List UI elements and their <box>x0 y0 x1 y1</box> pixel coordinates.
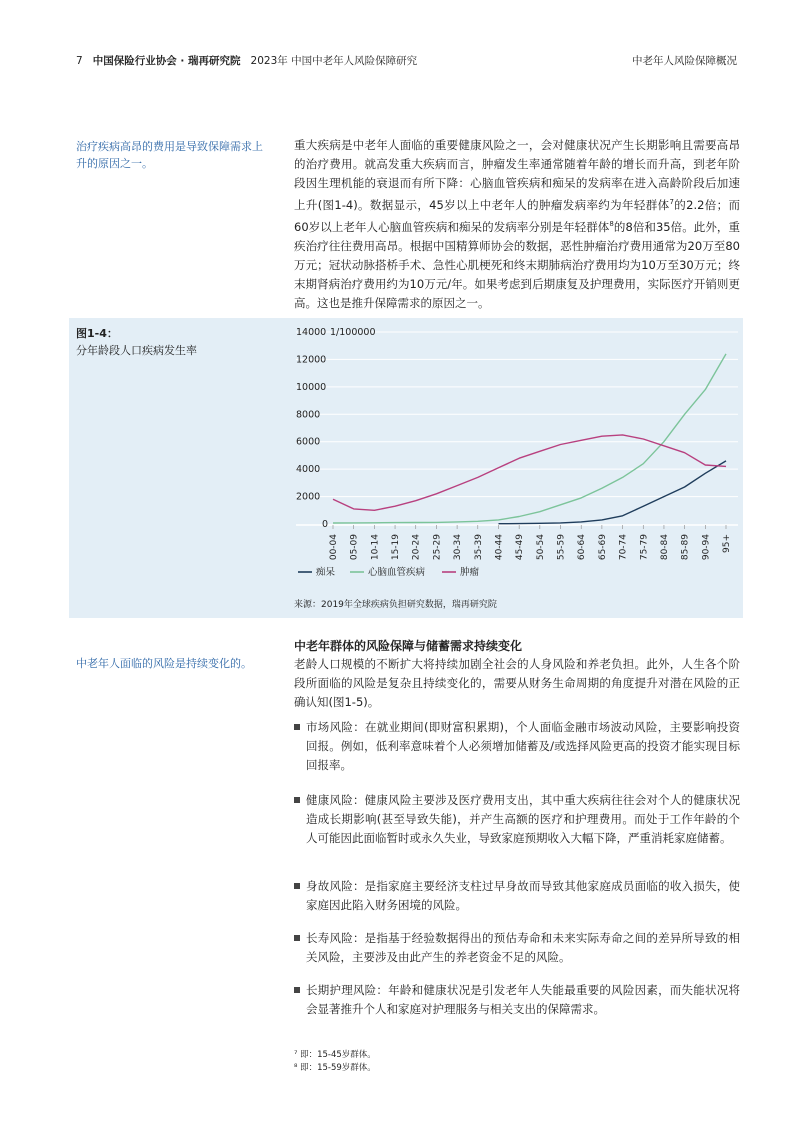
x-tick-label: 75-79 <box>639 534 650 561</box>
legend-label: 痴呆 <box>316 567 336 578</box>
page-number: 7 <box>76 55 83 67</box>
x-tick-label: 25-29 <box>432 534 443 561</box>
x-tick-label: 45-49 <box>515 534 526 561</box>
x-tick-label: 90-94 <box>701 534 712 561</box>
x-tick-label: 40-44 <box>494 534 505 561</box>
section-intro: 老龄人口规模的不断扩大将持续加剧全社会的人身风险和养老负担。此外，人生各个阶段所面临的风险是复杂且持续变化的，需要从财务生命周期的角度提升对潜在风险的正确认知(图1-5)。 <box>294 657 740 709</box>
figure-caption <box>76 325 197 359</box>
x-tick-label: 20-24 <box>411 534 422 561</box>
figure-box <box>69 318 743 618</box>
section-heading: 中老年群体的风险保障与储蓄需求持续变化 <box>294 639 523 653</box>
header-report: 2023年 中国中老年人风险保障研究 <box>250 55 418 67</box>
bullet-square-icon <box>294 987 300 993</box>
bullet-health-risk: 健康风险：健康风险主要涉及医疗费用支出，其中重大疾病往往会对个人的健康状况造成长期影响(甚至导致失能)，并产生高额的医疗和护理费用。而处于工作年龄的个人可能因此面临暂时或永久失业，导致家庭预期收入大幅下降，严重消耗家庭储蓄。 <box>294 791 740 848</box>
x-tick-label: 80-84 <box>659 534 670 561</box>
bullet-death-risk: 身故风险：是指家庭主要经济支柱过早身故而导致其他家庭成员面临的收入损失，使家庭因此陷入财务困境的风险。 <box>294 877 740 915</box>
x-tick-label: 65-69 <box>597 534 608 561</box>
legend-label: 心脑血管疾病 <box>368 567 426 578</box>
x-tick-label: 95+ <box>722 534 732 553</box>
bullet-longevity-risk: 长寿风险：是指基于经验数据得出的预估寿命和未来实际寿命之间的差异所导致的相关风险，主要涉及由此产生的养老资金不足的风险。 <box>294 929 740 967</box>
y-tick-label: 6000 <box>296 436 321 448</box>
paragraph-1-part2: 的2.2倍；而60岁以上老年人心脑血管疾病和痴呆的发病率分别是年轻群体 <box>294 197 740 234</box>
bullet-square-icon <box>294 797 300 803</box>
footnote-ref-8[interactable]: 8 <box>609 219 614 228</box>
figure-label: 图1-4： <box>76 327 118 340</box>
paragraph-1-part1: 重大疾病是中老年人面临的重要健康风险之一，会对健康状况产生长期影响且需要高昂的治疗费用。就高发重大疾病而言，肿瘤发生率通常随着年龄的增长而升高，到老年阶段因生理机能的衰退而有所下降：心脑血管疾病和痴呆的发病率在进入高龄阶段后加速上升(图1-4)。数据显示，45岁以上中老年人的肿瘤发病率约为年轻群体 <box>294 138 740 212</box>
y-tick-label: 2000 <box>296 491 321 503</box>
bullet-square-icon <box>294 935 300 941</box>
side-note-1: 治疗疾病高昂的费用是导致保障需求上升的原因之一。 <box>76 140 263 170</box>
footnote-ref-7[interactable]: 7 <box>669 198 674 206</box>
figure-source: 来源：2019年全球疾病负担研究数据，瑞再研究院 <box>294 600 497 610</box>
paragraph-1 <box>294 136 740 313</box>
footnote-7: ⁷ 即：15-45岁群体。 <box>294 1050 376 1060</box>
x-tick-label: 10-14 <box>370 534 381 561</box>
y-unit-label: 1/100000 <box>330 327 376 338</box>
y-tick-label: 12000 <box>296 354 327 366</box>
bullet-square-icon <box>294 883 300 889</box>
x-tick-label: 00-04 <box>329 534 339 561</box>
bullet-ltc-risk: 长期护理风险：年龄和健康状况是引发老年人失能最重要的风险因素，而失能状况将会显著推升个人和家庭对护理服务与相关支出的保障需求。 <box>294 981 740 1019</box>
bullet-market-risk: 市场风险：在就业期间(即财富积累期)，个人面临金融市场波动风险，主要影响投资回报。例如，低利率意味着个人必须增加储蓄及/或选择风险更高的投资才能实现目标回报率。 <box>294 718 740 775</box>
header-org: 中国保险行业协会 · 瑞再研究院 <box>92 55 241 67</box>
y-tick-label: 14000 <box>296 327 327 338</box>
x-tick-label: 50-54 <box>535 534 546 561</box>
x-tick-label: 60-64 <box>577 534 588 561</box>
page-header <box>76 53 737 68</box>
bullet-square-icon <box>294 724 300 730</box>
y-tick-label: 0 <box>322 519 329 530</box>
y-tick-label: 4000 <box>296 464 321 476</box>
x-tick-label: 55-59 <box>556 534 567 561</box>
footnote-8: ⁸ 即：15-59岁群体。 <box>294 1063 376 1073</box>
x-tick-label: 30-34 <box>453 534 464 561</box>
side-note-2: 中老年人面临的风险是持续变化的。 <box>76 657 252 670</box>
figure-title: 分年龄段人口疾病发生率 <box>76 344 197 357</box>
y-tick-label: 10000 <box>296 381 327 393</box>
x-tick-label: 70-74 <box>618 534 629 561</box>
x-tick-label: 85-89 <box>680 534 691 561</box>
y-tick-label: 8000 <box>296 409 321 421</box>
paragraph-1-part3: 的8倍和35倍。此外，重疾治疗往往费用高昂。根据中国精算师协会的数据，恶性肿瘤治疗费用通常为20万至80万元；冠状动脉搭桥手术、急性心肌梗死和终末期肺病治疗费用均为10万至30万元；终末期肾病治疗费用约为10万元/年。如果考虑到后期康复及护理费用，实际医疗开销则更高。这也是推升保障需求的原因之一。 <box>294 219 740 310</box>
x-tick-label: 35-39 <box>473 534 484 561</box>
header-section: 中老年人风险保障概况 <box>632 55 737 67</box>
x-tick-label: 15-19 <box>391 534 402 561</box>
legend-label: 肿瘤 <box>460 567 480 578</box>
x-tick-label: 05-09 <box>349 534 360 561</box>
